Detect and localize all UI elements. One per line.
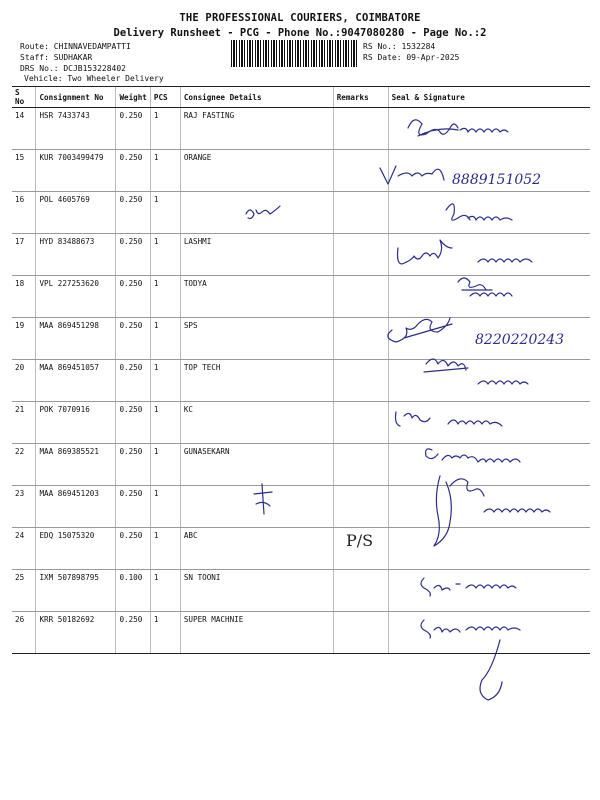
handwritten-remark-24: P/S (346, 531, 374, 550)
cell-consignee: TOP TECH (180, 360, 333, 402)
cell-consignment: KUR 7003499479 (36, 150, 116, 192)
cell-consignment: KRR 50182692 (36, 612, 116, 654)
staff-label: Staff: SUDHAKAR (20, 53, 93, 62)
table-row (12, 402, 590, 444)
cell-signature (388, 612, 590, 654)
cell-consignment: MAA 869451298 (36, 318, 116, 360)
cell-consignment: HYD 83488673 (36, 234, 116, 276)
cell-signature (388, 108, 590, 150)
cell-remarks (333, 276, 388, 318)
cell-pcs: 1 (150, 108, 180, 150)
table-row (12, 276, 590, 318)
handwritten-phone-15: 8889151052 (452, 172, 542, 188)
cell-signature (388, 486, 590, 528)
cell-consignee: SUPER MACHNIE (180, 612, 333, 654)
cell-remarks (333, 234, 388, 276)
cell-remarks (333, 402, 388, 444)
cell-remarks (333, 444, 388, 486)
cell-sno: 16 (12, 192, 36, 234)
cell-sno: 15 (12, 150, 36, 192)
cell-consignment: EDQ 15075320 (36, 528, 116, 570)
cell-signature (388, 318, 590, 360)
table-row (12, 528, 590, 570)
cell-consignee: RAJ FASTING (180, 108, 333, 150)
cell-pcs: 1 (150, 402, 180, 444)
cell-sno: 25 (12, 570, 36, 612)
col-pcs-header: PCS (150, 87, 180, 108)
col-consignee-header: Consignee Details (180, 87, 333, 108)
cell-weight: 0.250 (116, 528, 150, 570)
cell-sno: 23 (12, 486, 36, 528)
cell-consignment: VPL 227253620 (36, 276, 116, 318)
cell-signature (388, 234, 590, 276)
cell-weight: 0.250 (116, 108, 150, 150)
runsheet-subtitle: Delivery Runsheet - PCG - Phone No.:9047080280 - Page No.:2 (113, 27, 487, 39)
cell-consignee: ORANGE (180, 150, 333, 192)
cell-sno: 18 (12, 276, 36, 318)
vehicle-label: Vehicle: Two Wheeler Delivery (24, 74, 164, 83)
cell-consignee: GUNASEKARN (180, 444, 333, 486)
runsheet-table (12, 86, 590, 654)
cell-signature (388, 402, 590, 444)
cell-remarks (333, 612, 388, 654)
cell-remarks (333, 150, 388, 192)
cell-weight: 0.250 (116, 276, 150, 318)
cell-pcs: 1 (150, 486, 180, 528)
cell-pcs: 1 (150, 318, 180, 360)
cell-pcs: 1 (150, 612, 180, 654)
col-weight-header: Weight (116, 87, 150, 108)
cell-pcs: 1 (150, 444, 180, 486)
cell-weight: 0.250 (116, 234, 150, 276)
cell-weight: 0.250 (116, 486, 150, 528)
cell-signature (388, 528, 590, 570)
cell-pcs: 1 (150, 150, 180, 192)
table-row (12, 192, 590, 234)
company-title: THE PROFESSIONAL COURIERS, COIMBATORE (179, 12, 421, 24)
cell-consignee: TODYA (180, 276, 333, 318)
cell-pcs: 1 (150, 570, 180, 612)
cell-sno: 17 (12, 234, 36, 276)
cell-sno: 24 (12, 528, 36, 570)
cell-consignment: MAA 869385521 (36, 444, 116, 486)
drs-number: DRS No.: DCJB153228402 (20, 64, 126, 73)
cell-signature (388, 276, 590, 318)
cell-weight: 0.250 (116, 402, 150, 444)
cell-consignee: SN TOONI (180, 570, 333, 612)
cell-remarks (333, 360, 388, 402)
cell-sno: 19 (12, 318, 36, 360)
table-row (12, 360, 590, 402)
route-label: Route: CHINNAVEDAMPATTI (20, 42, 131, 51)
cell-remarks (333, 528, 388, 570)
col-remarks-header: Remarks (333, 87, 388, 108)
cell-consignee: KC (180, 402, 333, 444)
col-consignment-header: Consignment No (36, 87, 116, 108)
table-row (12, 612, 590, 654)
cell-sno: 20 (12, 360, 36, 402)
cell-signature (388, 444, 590, 486)
cell-pcs: 1 (150, 276, 180, 318)
cell-consignee (180, 486, 333, 528)
cell-weight: 0.250 (116, 612, 150, 654)
table-header (12, 87, 590, 108)
col-signature-header: Seal & Signature (388, 87, 590, 108)
table-row (12, 108, 590, 150)
cell-weight: 0.250 (116, 192, 150, 234)
cell-signature (388, 150, 590, 192)
cell-signature (388, 570, 590, 612)
cell-remarks (333, 318, 388, 360)
col-sno-header: S No (12, 87, 36, 108)
cell-signature (388, 192, 590, 234)
cell-consignment: MAA 869451203 (36, 486, 116, 528)
cell-pcs: 1 (150, 192, 180, 234)
handwritten-phone-19: 8220220243 (475, 332, 565, 348)
cell-consignment: HSR 7433743 (36, 108, 116, 150)
cell-weight: 0.250 (116, 150, 150, 192)
cell-consignee: SPS (180, 318, 333, 360)
cell-consignee: ABC (180, 528, 333, 570)
cell-sno: 22 (12, 444, 36, 486)
cell-sno: 26 (12, 612, 36, 654)
cell-pcs: 1 (150, 360, 180, 402)
cell-weight: 0.250 (116, 318, 150, 360)
cell-weight: 0.250 (116, 360, 150, 402)
cell-weight: 0.250 (116, 444, 150, 486)
cell-consignment: POL 4605769 (36, 192, 116, 234)
cell-consignment: MAA 869451057 (36, 360, 116, 402)
cell-remarks (333, 486, 388, 528)
table-row (12, 150, 590, 192)
cell-signature (388, 360, 590, 402)
cell-consignee (180, 192, 333, 234)
cell-sno: 21 (12, 402, 36, 444)
cell-pcs: 1 (150, 234, 180, 276)
cell-consignment: POK 7070916 (36, 402, 116, 444)
barcode (231, 40, 358, 67)
cell-pcs: 1 (150, 528, 180, 570)
table-row (12, 318, 590, 360)
cell-consignment: IXM 507898795 (36, 570, 116, 612)
table-row (12, 486, 590, 528)
table-row (12, 570, 590, 612)
rs-date: RS Date: 09-Apr-2025 (363, 53, 460, 62)
cell-sno: 14 (12, 108, 36, 150)
cell-remarks (333, 192, 388, 234)
cell-consignee: LASHMI (180, 234, 333, 276)
table-row (12, 234, 590, 276)
cell-weight: 0.100 (116, 570, 150, 612)
table-row (12, 444, 590, 486)
cell-remarks (333, 570, 388, 612)
cell-remarks (333, 108, 388, 150)
rs-number: RS No.: 1532284 (363, 42, 436, 51)
